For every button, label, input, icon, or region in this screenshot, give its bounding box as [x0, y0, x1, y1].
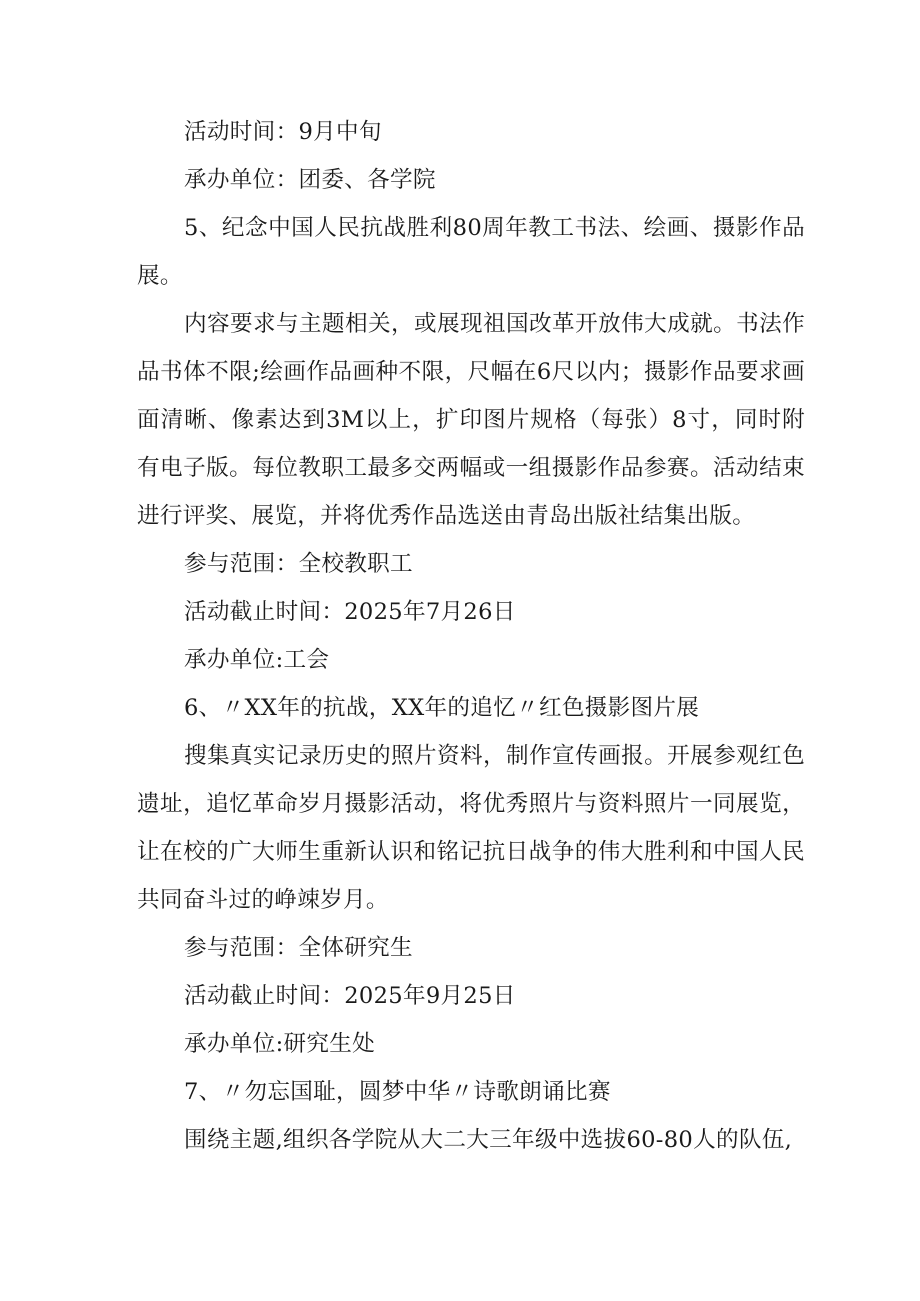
- section-5-scope: 参与范围：全校教职工: [184, 551, 413, 577]
- section-5-deadline: 活动截止时间：2025年7月26日: [184, 599, 516, 625]
- organizer-line: 承办单位：团委、各学院: [184, 167, 436, 193]
- section-6-organizer: 承办单位:研究生处: [184, 1031, 376, 1057]
- section-7-description: 围绕主题,组织各学院从大二大三年级中选拔60-80人的队伍,: [184, 1127, 793, 1153]
- section-6-scope: 参与范围：全体研究生: [184, 935, 413, 961]
- section-7-heading: 7、〃勿忘国耻，圆梦中华〃诗歌朗诵比赛: [184, 1079, 611, 1105]
- section-5-organizer: 承办单位:工会: [184, 647, 330, 673]
- section-6-deadline: 活动截止时间：2025年9月25日: [184, 983, 516, 1009]
- activity-time-line: 活动时间：9月中旬: [184, 119, 382, 145]
- document-body: [137, 108, 805, 1164]
- section-6-heading: 6、〃XX年的抗战，XX年的追忆〃红色摄影图片展: [184, 695, 700, 721]
- section-6-description: 搜集真实记录历史的照片资料，制作宣传画报。开展参观红色遗址，追忆革命岁月摄影活动，将优秀照片与资料照片一同展览，让在校的广大师生重新认识和铭记抗日战争的伟大胜利和中国人民共同奋斗过的峥竦岁月。: [137, 743, 805, 913]
- section-5-heading: 5、纪念中国人民抗战胜利80周年教工书法、绘画、摄影作品展。: [137, 215, 805, 289]
- section-5-description: 内容要求与主题相关，或展现祖国改革开放伟大成就。书法作品书体不限;绘画作品画种不限，尺幅在6尺以内；摄影作品要求画面清晰、像素达到3M以上，扩印图片规格（每张）8寸，同时附有电子版。每位教职工最多交两幅或一组摄影作品参赛。活动结束进行评奖、展览，并将优秀作品选送由青岛出版社结集出版。: [137, 311, 805, 529]
